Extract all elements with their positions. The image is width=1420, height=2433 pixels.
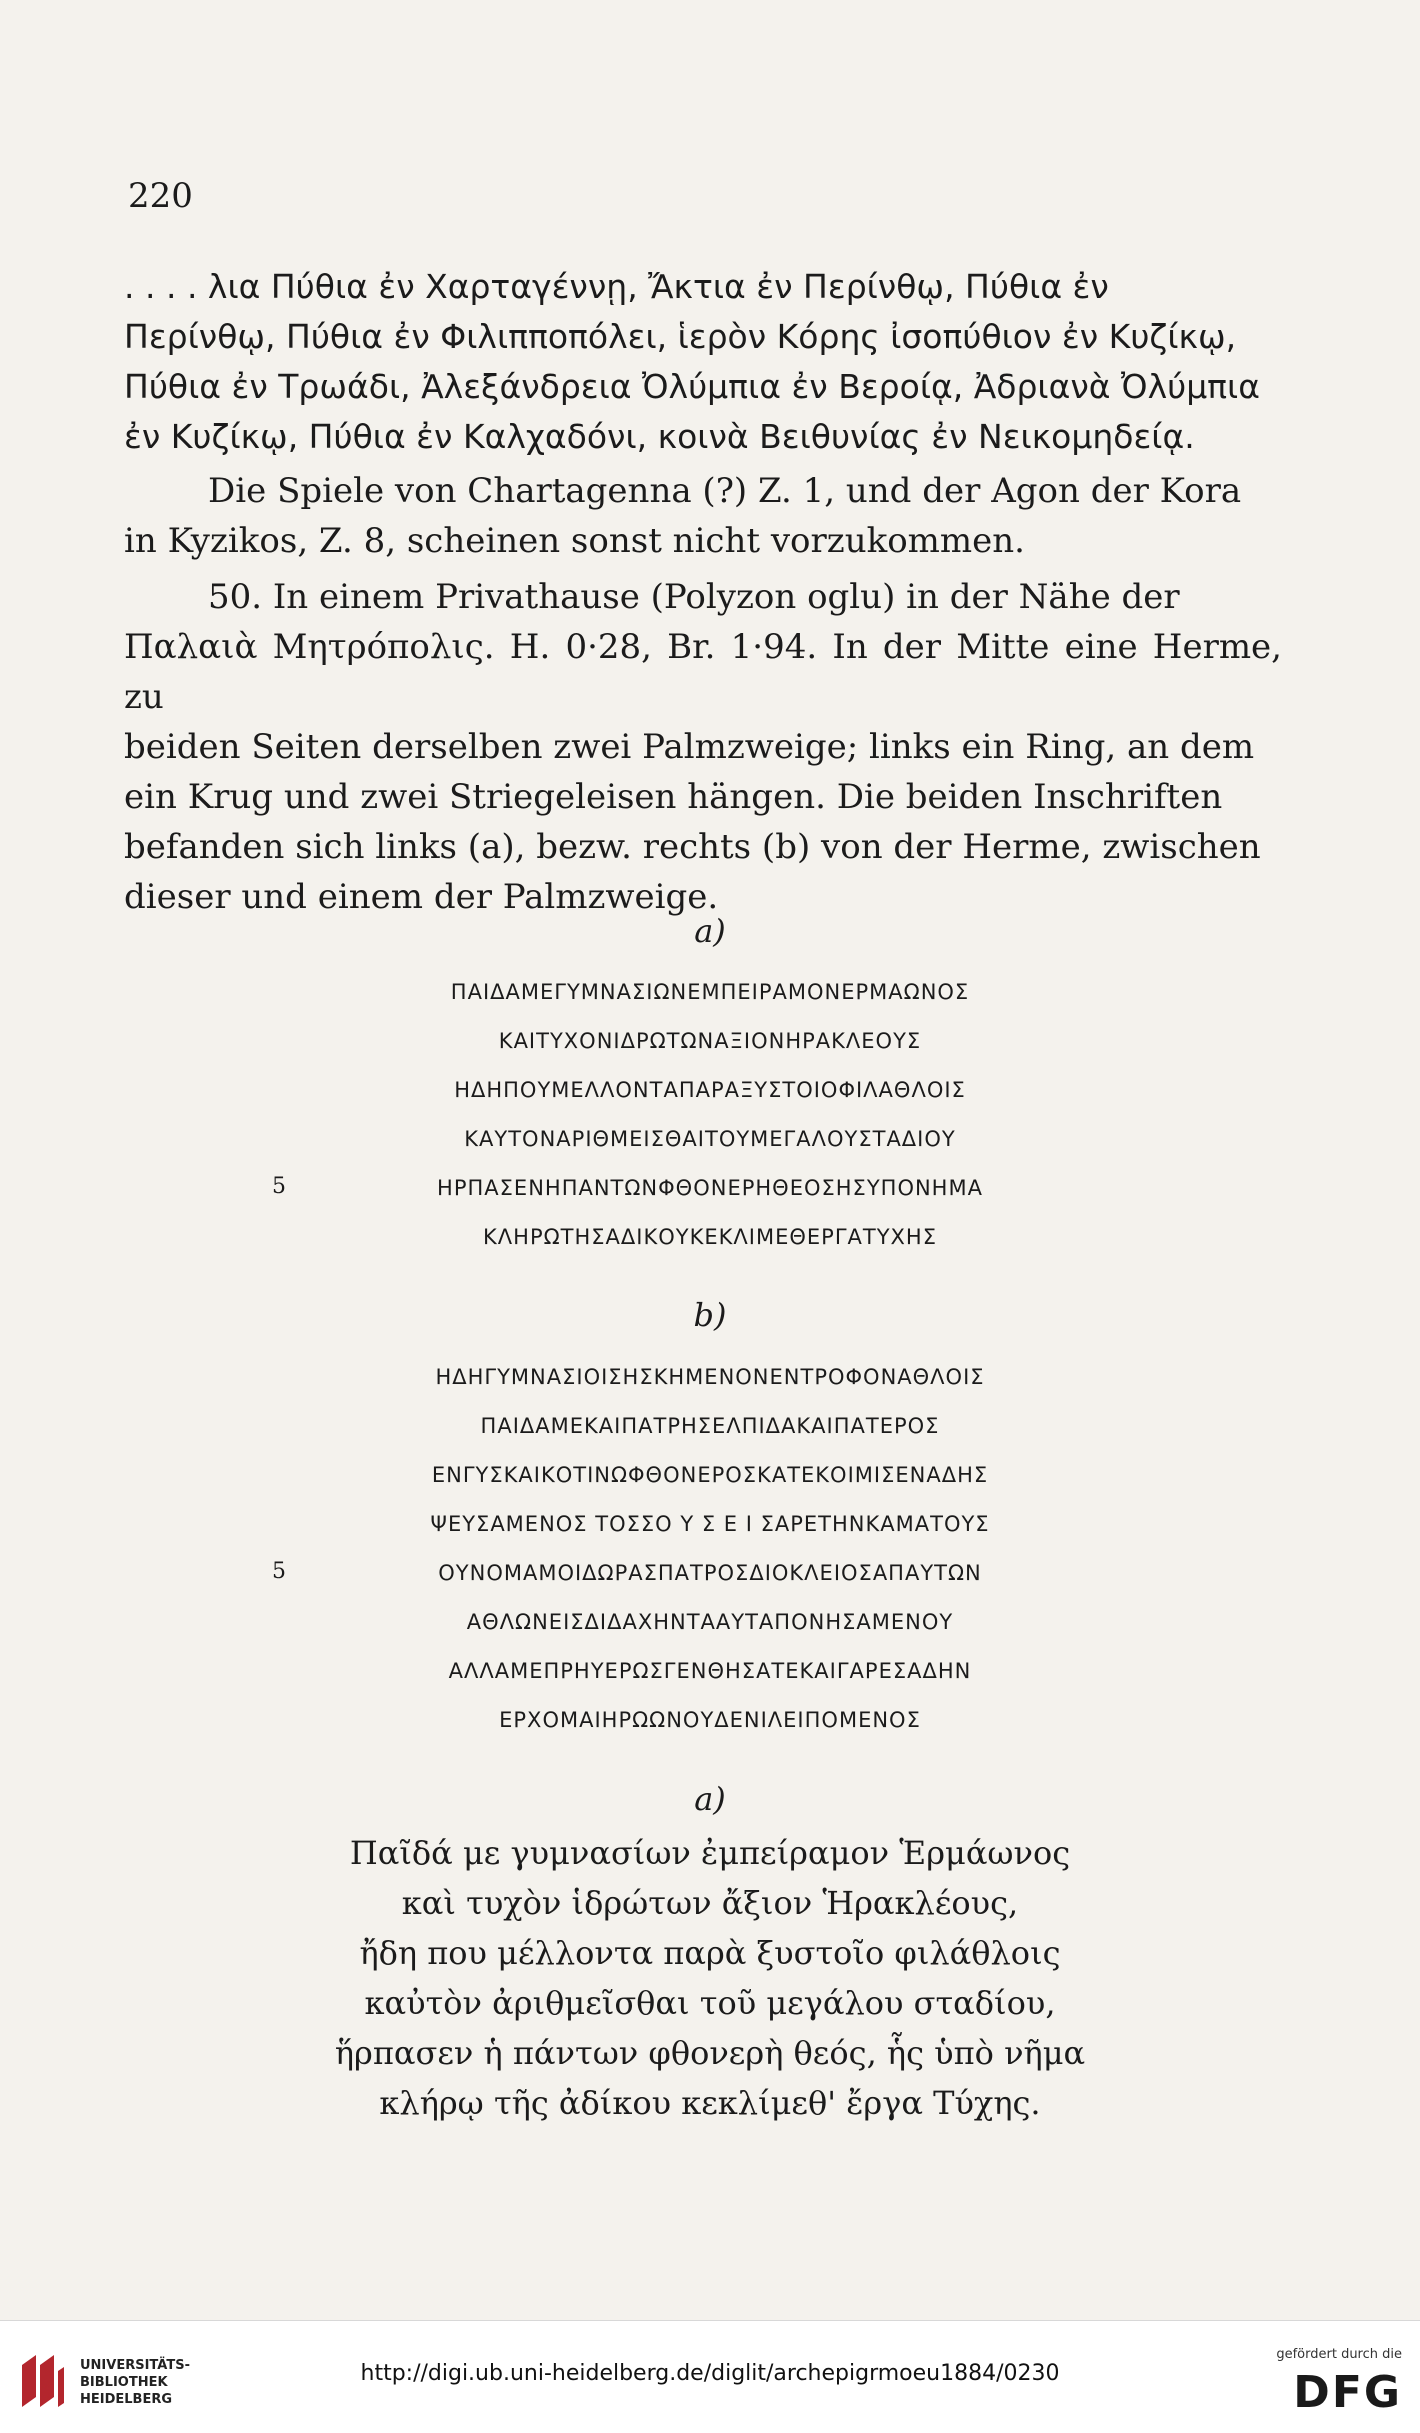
source-url-link[interactable]: http://digi.ub.uni-heidelberg.de/diglit/archepigrmoeu1884/0230 (360, 2361, 1060, 2386)
section-label-a-transcription: a) (694, 1780, 726, 1818)
inscription-line: ΗΔΗΓΥΜΝΑΣΙΟΙΣΗΣΚΗΜΕΝΟΝΕΝΤΡΟΦΟΝΑΘΛΟΙΣ (435, 1365, 985, 1389)
institution-line: UNIVERSITÄTS- (80, 2358, 190, 2373)
sponsor-caption: gefördert durch die (1276, 2347, 1402, 2362)
inscription-line: ΠΑΙΔΑΜΕΚΑΙΠΑΤΡΗΣΕΛΠΙΔΑΚΑΙΠΑΤΕΡΟΣ (480, 1414, 940, 1438)
inscription-line: ΠΑΙΔΑΜΕΓΥΜΝΑΣΙΩΝΕΜΠΕΙΡΑΜΟΝΕΡΜΑΩΝΟΣ (450, 980, 970, 1004)
inscription-line: ΑΘΛΩΝΕΙΣΔΙΔΑΧΗΝΤΑΑΥΤΑΠΟΝΗΣΑΜΕΝΟΥ (466, 1610, 954, 1634)
text-line: ein Krug und zwei Striegeleisen hängen. Die beiden Inschriften (124, 777, 1223, 817)
text-line: Περίνθῳ, Πύθια ἐν Φιλιπποπόλει, ἱερὸν Κόρης ἰσοπύθιον ἐν Κυζίκῳ, (124, 317, 1237, 356)
text-line: Παλαιὰ Μητρόπολις. H. 0·28, Br. 1·94. In der Mitte eine Herme, zu (124, 627, 1282, 717)
verse-line: καὶ τυχὸν ἱδρώτων ἄξιον Ἡρακλέους, (401, 1884, 1019, 1922)
text-line: Die Spiele von Chartagenna (?) Z. 1, und der Agon der Kora (208, 471, 1242, 511)
digitization-footer (0, 2320, 1420, 2433)
inscription-line: ΕΝΓΥΣΚΑΙΚΟΤΙΝΩΦΘΟΝΕΡΟΣΚΑΤΕΚΟΙΜΙΣΕΝΑΔΗΣ (431, 1463, 989, 1487)
inscription-line: ΕΡΧΟΜΑΙΗΡΩΩΝΟΥΔΕΝΙΛΕΙΠΟΜΕΝΟΣ (499, 1708, 921, 1732)
verse-line: κλήρῳ τῆς ἀδίκου κεκλίμεθ' ἔργα Τύχης. (379, 2084, 1041, 2122)
text-line: ἐν Κυζίκῳ, Πύθια ἐν Καλχαδόνι, κοινὰ Βειθυνίας ἐν Νεικομηδείᾳ. (124, 417, 1195, 456)
inscription-line: ΗΔΗΠΟΥΜΕΛΛΟΝΤΑΠΑΡΑΞΥΣΤΟΙΟΦΙΛΑΘΛΟΙΣ (454, 1078, 966, 1102)
inscription-line: ΚΑΥΤΟΝΑΡΙΘΜΕΙΣΘΑΙΤΟΥΜΕΓΑΛΟΥΣΤΑΔΙΟΥ (464, 1127, 956, 1151)
section-label-b: b) (693, 1296, 727, 1334)
line-number: 5 (272, 1174, 286, 1199)
institution-line: HEIDELBERG (80, 2392, 173, 2407)
text-line: beiden Seiten derselben zwei Palmzweige; links ein Ring, an dem (124, 727, 1255, 767)
section-label-a: a) (694, 912, 726, 950)
verse-line: ἥρπασεν ἡ πάντων φθονερὴ θεός, ἧς ὑπὸ νῆμα (334, 2034, 1086, 2072)
inscription-line: ΟΥΝΟΜΑΜΟΙΔΩΡΑΣΠΑΤΡΟΣΔΙΟΚΛΕΙΟΣΑΠΑΥΤΩΝ (438, 1561, 982, 1585)
inscription-line: ΚΑΙΤΥΧΟΝΙΔΡΩΤΩΝΑΞΙΟΝΗΡΑΚΛΕΟΥΣ (498, 1029, 922, 1053)
verse-line: Παῖδά με γυμνασίων ἐμπείραμον Ἑρμάωνος (349, 1834, 1071, 1872)
verse-line: ἤδη που μέλλοντα παρὰ ξυστοῖο φιλάθλοις (359, 1934, 1061, 1972)
dfg-logo: DFG (1293, 2367, 1402, 2418)
inscription-line: ΑΛΛΑΜΕΠΡΗΥΕΡΩΣΓΕΝΘΗΣΑΤΕΚΑΙΓΑΡΕΣΑΔΗΝ (448, 1659, 972, 1683)
inscription-line: ΨΕΥΣΑΜΕΝΟΣ ΤΟΣΣΟ Υ Σ Ε Ι ΣΑΡΕΤΗΝΚΑΜΑΤΟΥΣ (430, 1512, 990, 1536)
inscription-line: ΗΡΠΑΣΕΝΗΠΑΝΤΩΝΦΘΟΝΕΡΗΘΕΟΣΗΣΥΠΟΝΗΜΑ (437, 1176, 983, 1200)
line-number: 5 (272, 1559, 286, 1584)
text-line: in Kyzikos, Z. 8, scheinen sonst nicht vorzukommen. (124, 521, 1025, 561)
text-line: 50. In einem Privathause (Polyzon oglu) in der Nähe der (208, 577, 1180, 617)
greek-intro-paragraph (124, 262, 1282, 462)
paragraph-50 (124, 572, 1282, 922)
text-line: dieser und einem der Palmzweige. (124, 877, 719, 917)
text-line: . . . . λια Πύθια ἐν Χαρταγέννῃ, Ἄκτια ἐν Περίνθῳ, Πύθια ἐν (124, 267, 1109, 306)
page-number: 220 (128, 176, 193, 216)
institution-line: BIBLIOTHEK (80, 2375, 168, 2390)
verse-line: καὐτὸν ἀριθμεῖσθαι τοῦ μεγάλου σταδίου, (364, 1984, 1056, 2022)
text-line: befanden sich links (a), bezw. rechts (b) von der Herme, zwischen (124, 827, 1261, 867)
paragraph-games (124, 466, 1282, 566)
inscription-line: ΚΛΗΡΩΤΗΣΑΔΙΚΟΥΚΕΚΛΙΜΕΘΕΡΓΑΤΥΧΗΣ (483, 1225, 937, 1249)
text-line: Πύθια ἐν Τρωάδι, Ἀλεξάνδρεια Ὀλύμπια ἐν Βεροίᾳ, Ἀδριανὰ Ὀλύμπια (124, 367, 1260, 406)
